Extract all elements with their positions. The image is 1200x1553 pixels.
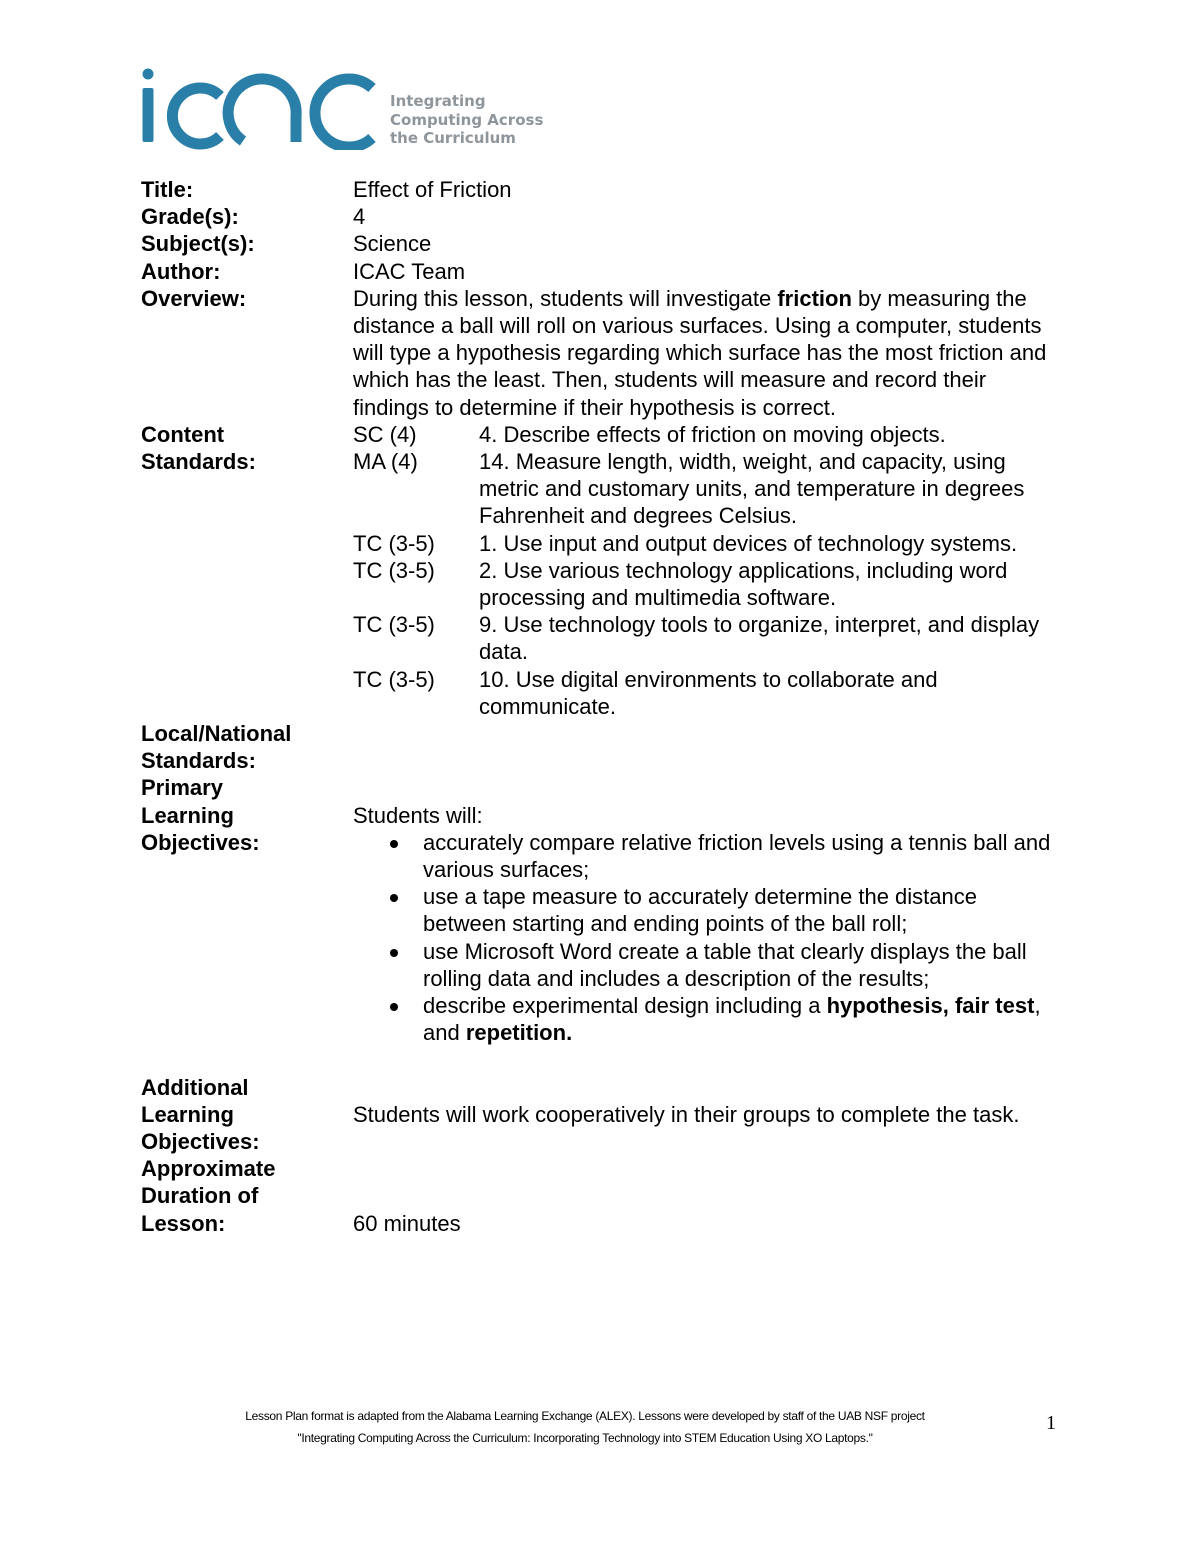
bullet-icon [390,1003,398,1011]
bullet-icon [390,840,398,848]
icac-logo [140,66,560,150]
page-footer [150,1405,1020,1449]
label-line: Objectives: [141,829,260,855]
title-row [141,176,1061,203]
subjects-row [141,230,1061,257]
standard-code: TC (3-5) [353,666,435,692]
standard-description: 10. Use digital environments to collaborate and communicate. [479,666,938,719]
standard-item [353,557,1061,611]
objective-separator: , and [423,993,1041,1046]
objective-text: accurately compare relative friction levels using a tennis ball and various surfaces; [423,829,1051,883]
standard-code: TC (3-5) [353,612,435,638]
footer-line: "Integrating Computing Across the Curriculum: Incorporating Technology into STEM Education Using XO Laptops." [297,1431,873,1445]
overview-text [353,285,1061,421]
label-line: Additional [141,1074,249,1100]
standard-description: 14. Measure length, width, weight, and capacity, using metric and customary units, and temperature in degrees Fahrenheit and degrees Celsius. [479,449,1025,529]
logo-tagline-line: the Curriculum [390,129,516,147]
local-national-standards-label [141,720,353,774]
footer-line: Lesson Plan format is adapted from the Alabama Learning Exchange (ALEX). Lessons were developed by staff of the UAB NSF project [245,1409,925,1423]
author-row [141,258,1061,285]
list-item [353,883,1061,937]
standard-description: 2. Use various technology applications, including word processing and multimedia software. [479,557,1008,611]
overview-text-part: During this lesson, students will investigate [353,285,778,311]
objective-text: use Microsoft Word create a table that clearly displays the ball rolling data and includes a description of the results; [423,938,1027,991]
duration-label [141,1155,353,1237]
bullet-icon [390,894,398,902]
additional-objectives-text: Students will work cooperatively in their groups to complete the task. [353,1101,1020,1127]
spacer [353,1155,1061,1209]
keyword-hypothesis: hypothesis [826,993,943,1019]
objective-text: describe experimental design including a [423,993,827,1019]
standard-description: 4. Describe effects of friction on moving objects. [479,421,946,447]
author-value: ICAC Team [353,258,466,284]
keyword-fair-test: fair test [954,993,1035,1019]
label-line: Standards: [141,748,256,774]
keyword-repetition: repetition [465,1020,567,1046]
subjects-value: Science [353,231,432,257]
label-line: Approximate [141,1156,276,1182]
content-standards-row [141,421,1061,720]
standard-item [353,611,1061,665]
local-national-standards-value [353,720,1061,774]
label-line: Primary [141,775,223,801]
grades-label: Grade(s): [141,204,239,230]
lesson-plan [141,176,1061,1237]
standard-code: TC (3-5) [353,530,435,556]
objective-end: . [566,1020,573,1046]
logo-tagline-line: Computing Across [390,110,544,129]
additional-objectives-label [141,1074,353,1156]
list-item [353,829,1061,883]
list-item [353,992,1061,1046]
page-number: 1 [1046,1412,1056,1434]
icac-logo-mark [140,66,380,150]
standard-description: 1. Use input and output devices of technology systems. [479,530,1018,556]
logo-tagline [390,92,543,148]
standard-item [353,421,1061,448]
title-value: Effect of Friction [353,177,512,202]
standard-code: MA (4) [353,449,418,475]
objective-text: use a tape measure to accurately determine the distance between starting and ending points of the ball roll; [423,884,977,937]
author-label: Author: [141,258,221,284]
label-line: Learning [141,1101,234,1127]
duration-row [141,1155,1061,1237]
objectives-list [353,829,1061,1047]
list-item [353,938,1061,992]
duration-value [353,1155,1061,1237]
spacer [353,1074,1061,1101]
overview-keyword: friction [777,285,852,311]
title-label: Title: [141,177,194,202]
standard-item [353,448,1061,530]
primary-objectives-value [353,774,1061,1073]
logo-tagline-line: Integrating [390,92,486,110]
standard-code: TC (3-5) [353,557,435,583]
label-line: Local/National [141,721,292,747]
standards-list [353,421,1061,720]
duration-text: 60 minutes [353,1210,461,1236]
standard-item [353,666,1061,720]
spacer [353,1046,1061,1073]
grades-value: 4 [353,204,366,230]
grades-row [141,203,1061,230]
primary-objectives-intro: Students will: [353,802,483,828]
subjects-label: Subject(s): [141,231,255,257]
primary-objectives-row [141,774,1061,1073]
spacer [353,774,1061,801]
label-line: Content [141,421,225,447]
label-line: Lesson: [141,1210,226,1236]
overview-row [141,285,1061,421]
additional-objectives-value [353,1074,1061,1156]
label-line: Duration of [141,1183,259,1209]
overview-text-part: by measuring the distance a ball will roll on various surfaces. Using a computer, students will type a hypothesis regarding which surface has the most friction and which has the least. Then, students will measure and record their findings to determine if their hypothesis is correct. [353,285,1047,420]
objective-separator: , [942,993,955,1019]
local-national-standards-row [141,720,1061,774]
standard-description: 9. Use technology tools to organize, interpret, and display data. [479,612,1040,665]
overview-label: Overview: [141,285,247,311]
standard-code: SC (4) [353,421,417,447]
primary-objectives-label [141,774,353,1073]
bullet-icon [390,949,398,957]
label-line: Learning [141,802,234,828]
label-line: Objectives: [141,1129,260,1155]
standard-item [353,530,1061,557]
label-line: Standards: [141,449,256,475]
additional-objectives-row [141,1074,1061,1156]
content-standards-label [141,421,353,720]
